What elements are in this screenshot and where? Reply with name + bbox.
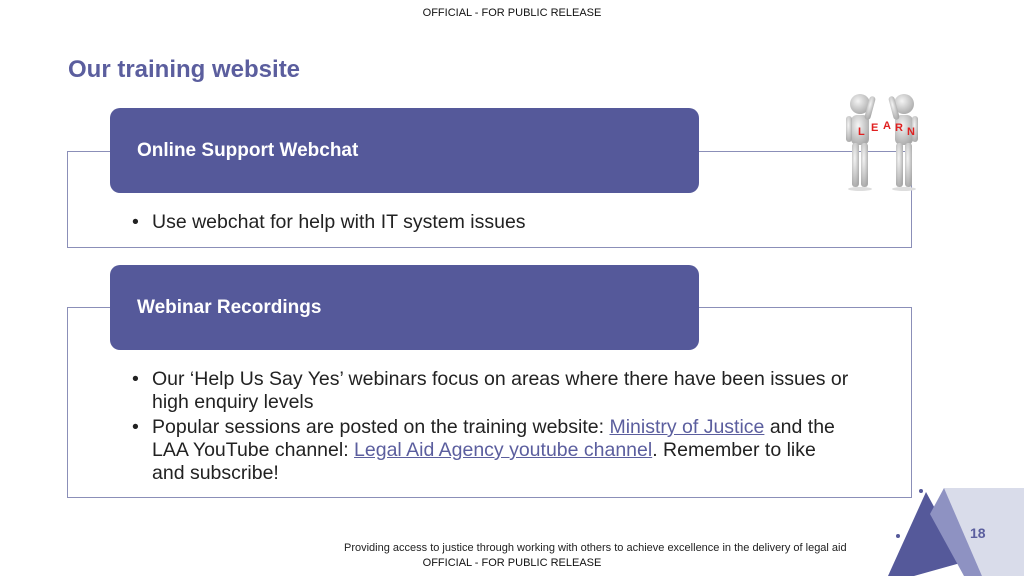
learn-letter: A <box>883 120 891 132</box>
learn-letter: N <box>907 126 915 138</box>
ministry-of-justice-link[interactable]: Ministry of Justice <box>609 416 765 438</box>
laa-youtube-channel-link[interactable]: Legal Aid Agency youtube channel <box>354 439 653 461</box>
slide-title: Our training website <box>68 56 301 83</box>
bullet-text: and the LAA YouTube channel: <box>152 416 835 461</box>
section-heading-webchat <box>110 108 699 193</box>
security-marking-bottom: OFFICIAL - FOR PUBLIC RELEASE <box>422 557 602 569</box>
learn-letter: E <box>871 122 879 134</box>
bullet-text: . Remember to like and subscribe! <box>152 439 816 484</box>
list-item: • Our ‘Help Us Say Yes’ webinars focus on areas where there have been issues or high enquiry levels <box>130 368 850 414</box>
section-heading-webinars <box>110 265 699 350</box>
bullet-text: Popular sessions are posted on the training website: <box>152 416 610 438</box>
list-item: • Use webchat for help with IT system issues <box>130 211 830 234</box>
webinar-bullet-list <box>130 368 850 487</box>
page-number: 18 <box>970 525 986 541</box>
learn-letter: R <box>895 122 903 134</box>
webchat-bullet-list <box>130 211 830 236</box>
footer-tagline: Providing access to justice through working with others to achieve excellence in the delivery of legal aid <box>344 542 847 554</box>
learn-letter: L <box>858 126 865 138</box>
list-item <box>130 416 850 485</box>
learn-figures-icon <box>838 88 928 198</box>
section-heading-label: Online Support Webchat <box>137 139 359 161</box>
section-heading-label: Webinar Recordings <box>137 296 322 318</box>
security-marking-top: OFFICIAL - FOR PUBLIC RELEASE <box>422 7 602 19</box>
